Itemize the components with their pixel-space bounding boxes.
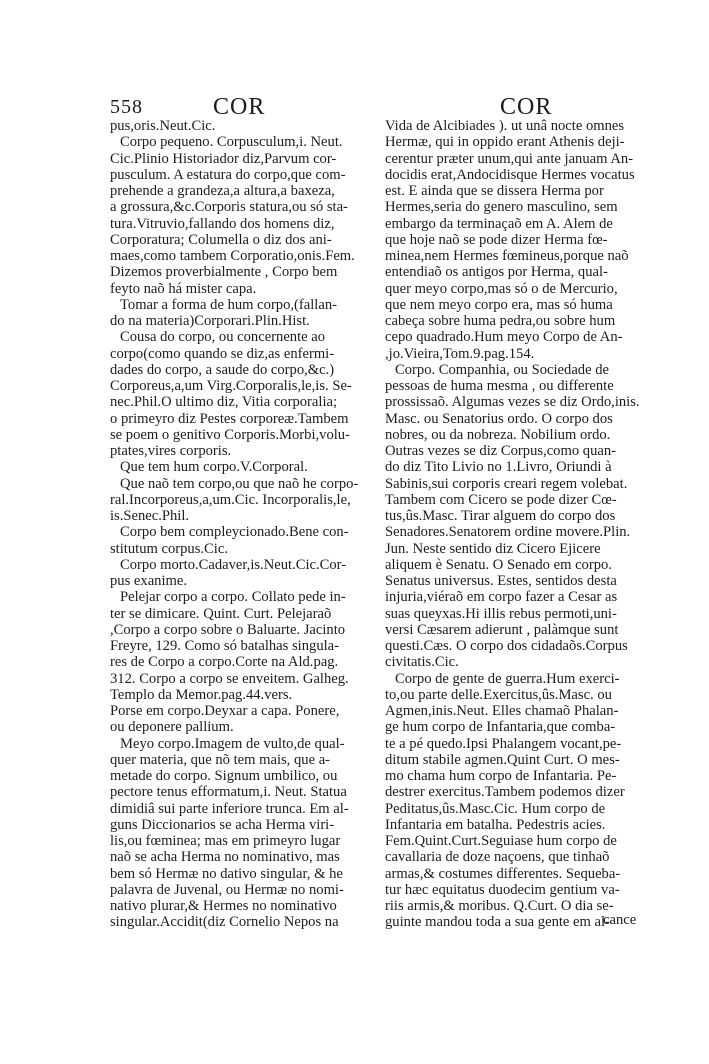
text-line: injuria,viéraõ em corpo fazer a Cesar as xyxy=(385,589,618,606)
text-line: bem só Hermæ no dativo singular, & he xyxy=(110,865,343,882)
text-line: dades do corpo, a saude do corpo,&c.) xyxy=(110,361,335,378)
text-line: Jun. Neste sentido diz Cicero Ejicere xyxy=(385,540,601,557)
text-line: Que naõ tem corpo,ou que naõ he corpo- xyxy=(120,475,359,492)
text-line: nobres, ou da nobreza. Nobilium ordo. xyxy=(385,426,611,443)
text-line: naõ se acha Herma no nominativo, mas xyxy=(110,849,340,866)
left-column xyxy=(110,118,362,931)
text-line: Senatus universus. Estes, sentidos desta xyxy=(385,573,617,589)
text-line: Infantaria em batalha. Pedestris acies. xyxy=(385,816,606,833)
text-line: ,Corpo a corpo sobre o Baluarte. Jacinto xyxy=(110,621,346,638)
text-line: te a pé quedo.Ipsi Phalangem vocant,pe- xyxy=(385,735,622,752)
text-line: destrer exercitus.Tambem podemos dizer xyxy=(385,784,625,801)
text-line: Agmen,inis.Neut. Elles chamaõ Phalan- xyxy=(385,703,619,719)
text-line: corpo(como quando se diz,as enfermi- xyxy=(110,345,335,362)
text-line: ge hum corpo de Infantaria,que comba- xyxy=(385,719,616,736)
text-line: prehende a grandeza,a altura,a baxeza, xyxy=(110,183,335,199)
text-line: Cic.Plinio Historiador diz,Parvum cor- xyxy=(110,150,337,167)
text-line: pusculum. A estatura do corpo,que com- xyxy=(110,166,346,183)
text-line: Meyo corpo.Imagem de vulto,de qual- xyxy=(120,735,345,752)
text-line: Freyre, 129. Como só batalhas singula- xyxy=(110,638,340,654)
text-line: Corporeus,a,um Virg.Corporalis,le,is. Se- xyxy=(110,378,352,394)
text-line: maes,como tambem Corporatio,onis.Fem. xyxy=(110,248,355,264)
text-line: Porse em corpo.Deyxar a capa. Ponere, xyxy=(110,703,340,719)
text-line: ou deponere pallium. xyxy=(110,719,234,736)
text-line: questi.Cæs. O corpo dos cidadaõs.Corpus xyxy=(385,638,628,654)
text-line: pectore tenus efformatum,i. Neut. Statua xyxy=(110,784,347,801)
text-line: feyto naõ há mister capa. xyxy=(110,280,257,297)
text-line: riis armis,& moribus. Q.Curt. O dia se- xyxy=(385,898,614,914)
text-line: Corpo. Companhia, ou Sociedade de xyxy=(395,361,609,378)
text-line: cepo quadrado.Hum meyo Corpo de An- xyxy=(385,329,623,346)
text-line: nec.Phil.O ultimo diz, Vitia corporalia; xyxy=(110,394,338,411)
text-line: armas,& costumes differentes. Sequeba- xyxy=(385,865,621,882)
text-line: quer materia, que nõ tem mais, que a- xyxy=(110,751,331,768)
text-line: cerentur præter unum,qui ante januam An- xyxy=(385,150,634,167)
text-line: Hermæ, qui in oppido erant Athenis deji- xyxy=(385,134,625,151)
text-line: tura.Vitruvio,fallando dos homens diz, xyxy=(110,215,335,232)
text-line: se poem o genitivo Corporis.Morbi,volu- xyxy=(110,426,350,443)
text-line: Que tem hum corpo.V.Corporal. xyxy=(120,459,308,476)
text-line: cavallaria de doze naçoens, que tinhaõ xyxy=(385,849,610,866)
right-column xyxy=(385,118,642,931)
text-line: docidis erat,Andocidisque Hermes vocatus xyxy=(385,166,635,183)
text-line: 312. Corpo a corpo se enveitem. Galheg. xyxy=(110,670,349,687)
text-line: to,ou parte delle.Exercitus,ûs.Masc. ou xyxy=(385,686,612,703)
text-line: stitutum corpus.Cic. xyxy=(110,540,228,557)
text-line: est. E ainda que se dissera Herma por xyxy=(385,183,604,199)
text-line: Fem.Quint.Curt.Seguiase hum corpo de xyxy=(385,833,617,849)
text-line: lis,ou fœminea; mas em primeyro lugar xyxy=(110,833,341,849)
text-line: Corpo bem compleycionado.Bene con- xyxy=(120,524,349,541)
running-head-right: COR xyxy=(500,94,553,120)
text-line: dimidiâ sui parte inferiore trunca. Em al- xyxy=(110,800,349,817)
text-line: guinte mandou toda a sua gente em al- xyxy=(385,914,610,931)
text-line: pessoas de huma mesma , ou differente xyxy=(385,378,614,394)
text-line: versi Cæsarem adierunt , palàmque sunt xyxy=(385,621,619,638)
text-line: is.Senec.Phil. xyxy=(110,508,190,524)
text-line: ter se dimicare. Quint. Curt. Pelejaraõ xyxy=(110,605,332,622)
text-line: Corpo pequeno. Corpusculum,i. Neut. xyxy=(120,134,343,151)
text-line: cabeça sobre huma pedra,ou sobre hum xyxy=(385,313,616,329)
text-line: que hoje naõ se pode dizer Herma fœ- xyxy=(385,231,608,248)
text-line: res de Corpo a corpo.Corte na Ald.pag. xyxy=(110,654,339,671)
text-line: ,jo.Vieira,Tom.9.pag.154. xyxy=(385,345,535,362)
text-line: Masc. ou Senatorius ordo. O corpo dos xyxy=(385,410,613,427)
text-line: Pelejar corpo a corpo. Collato pede in- xyxy=(120,589,346,606)
text-line: quer meyo corpo,mas só o de Mercurio, xyxy=(385,280,618,297)
text-line: Cousa do corpo, ou concernente ao xyxy=(120,329,326,346)
text-line: ptates,vires corporis. xyxy=(110,443,232,459)
text-line: Dizemos proverbialmente , Corpo bem xyxy=(110,264,338,281)
text-line: prossissaõ. Algumas vezes se diz Ordo,inis. xyxy=(385,394,640,411)
text-line: do na materia)Corporari.Plin.Hist. xyxy=(110,313,310,329)
text-line: a grossura,&c.Corporis statura,ou só sta- xyxy=(110,199,348,216)
text-line: Corpo morto.Cadaver,is.Neut.Cic.Cor- xyxy=(120,556,347,573)
text-line: Corpo de gente de guerra.Hum exerci- xyxy=(395,670,620,687)
text-line: palavra de Juvenal, ou Hermæ no nomi- xyxy=(110,881,344,898)
running-head-left: COR xyxy=(213,94,266,120)
text-line: singular.Accidit(diz Cornelio Nepos na xyxy=(110,914,339,931)
page-number: 558 xyxy=(110,96,143,118)
text-line: Senadores.Senatorem ordine movere.Plin. xyxy=(385,524,631,541)
text-line: tus,ûs.Masc. Tirar alguem do corpo dos xyxy=(385,508,616,524)
text-line: ral.Incorporeus,a,um.Cic. Incorporalis,le, xyxy=(110,491,351,508)
text-line: Templo da Memor.pag.44.vers. xyxy=(110,686,293,703)
text-line: embargo da terminaçaõ em A. Alem de xyxy=(385,215,613,232)
text-line: tur hæc equitatus duodecim gentium va- xyxy=(385,881,620,898)
text-line: ditum stabile agmen.Quint Curt. O mes- xyxy=(385,751,620,768)
text-line: Outras vezes se diz Corpus,como quan- xyxy=(385,443,617,459)
text-line: pus,oris.Neut.Cic. xyxy=(110,118,216,134)
text-line: suas queyxas.Hi illis rebus permoti,uni- xyxy=(385,605,617,622)
catchword: cance xyxy=(603,912,637,928)
text-line: guns Diccionarios se acha Herma viri- xyxy=(110,816,335,833)
text-line: entendiaõ os antigos por Herma, qual- xyxy=(385,264,608,281)
text-line: metade do corpo. Signum umbilico, ou xyxy=(110,768,338,784)
text-line: Sabinis,sui corporis creari regem volebat. xyxy=(385,475,628,492)
text-line: aliquem è Senatu. O Senado em corpo. xyxy=(385,556,612,573)
text-line: nativo plurar,& Hermes no nominativo xyxy=(110,898,337,914)
text-line: Hermes,seria do genero masculino, sem xyxy=(385,199,618,216)
text-line: Peditatus,ûs.Masc.Cic. Hum corpo de xyxy=(385,800,606,817)
text-line: Tambem com Cicero se pode dizer Cœ- xyxy=(385,491,617,508)
text-line: Corporatura; Columella o diz dos ani- xyxy=(110,231,332,248)
text-line: do diz Tito Livio no 1.Livro, Oriundi à xyxy=(385,459,612,476)
text-line: Vida de Alcibiades ). ut unâ nocte omnes xyxy=(385,118,625,134)
text-line: pus exanime. xyxy=(110,573,188,589)
text-line: mo chama hum corpo de Infantaria. Pe- xyxy=(385,768,617,784)
text-line: civitatis.Cic. xyxy=(385,654,459,671)
text-line: que nem meyo corpo era, mas só huma xyxy=(385,296,613,313)
text-line: minea,nem Hermes fœmineus,porque naõ xyxy=(385,248,629,264)
text-line: o primeyro diz Pestes corporeæ.Tambem xyxy=(110,410,349,427)
text-line: Tomar a forma de hum corpo,(fallan- xyxy=(120,296,337,313)
